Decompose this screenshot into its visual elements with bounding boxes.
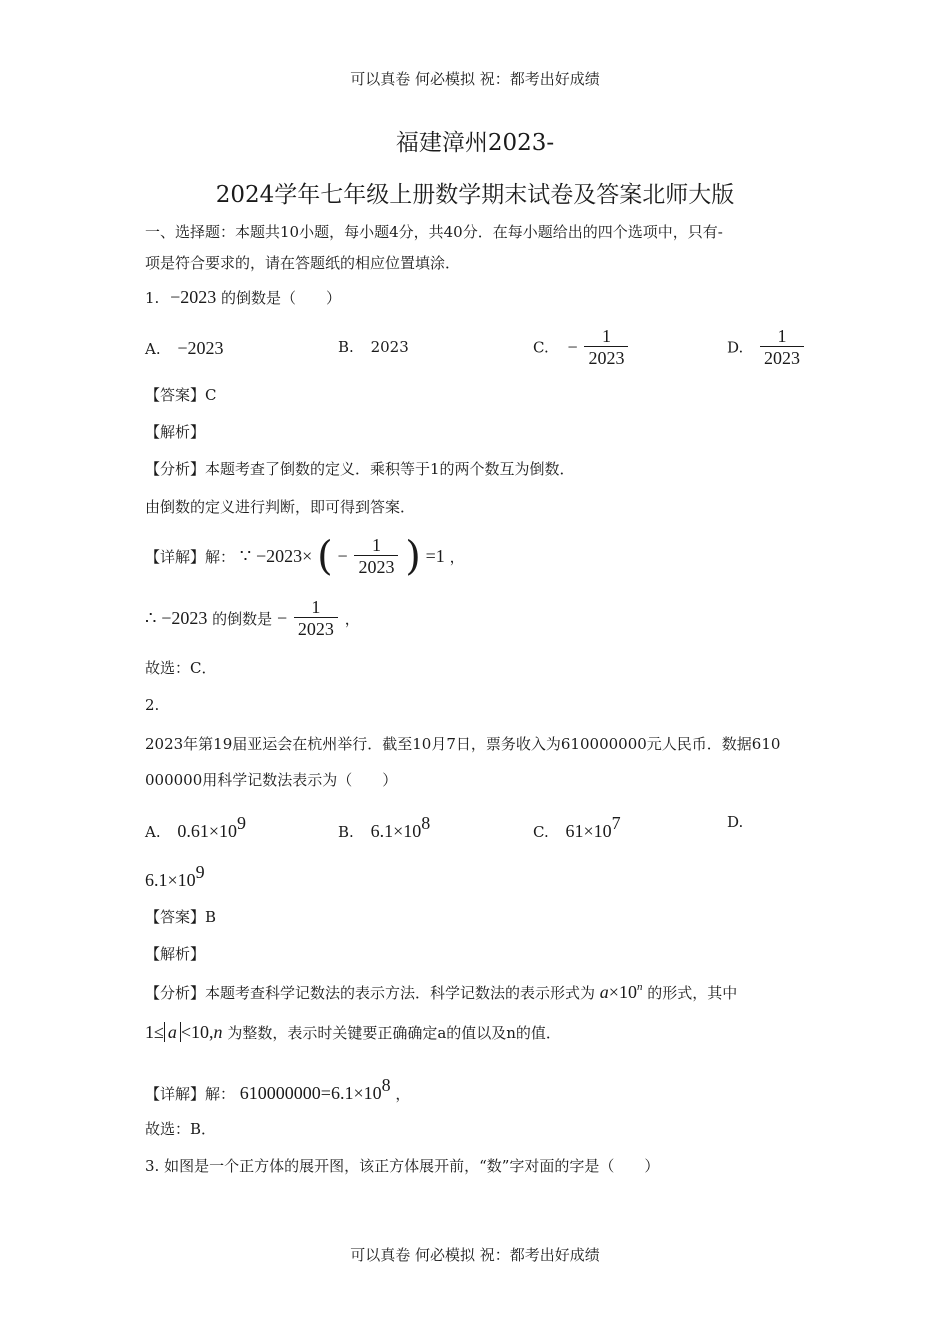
- fraction-numerator: 1: [371, 535, 381, 555]
- option-exponent: 8: [421, 813, 431, 833]
- q2-option-c: [533, 813, 621, 842]
- q2-analysis-title: 【解析】: [145, 945, 206, 963]
- option-value: 2023: [370, 338, 409, 356]
- q1-analysis-2: 由倒数的定义进行判断，即可得到答案．: [145, 498, 416, 516]
- q2-number: 2.: [145, 696, 160, 714]
- q1-choose: 故选：C．: [145, 659, 217, 677]
- q1-option-d: [727, 326, 806, 369]
- detail-exponent: 8: [381, 1075, 391, 1095]
- option-exponent: 9: [237, 813, 247, 833]
- punctuation: ，: [449, 548, 465, 566]
- fraction: [354, 535, 398, 578]
- section1-instruction-2: 项是符合要求的，请在答题纸的相应位置填涂．: [145, 254, 461, 272]
- option-base: 6.1×10: [370, 821, 422, 841]
- fraction-numerator: 1: [311, 597, 321, 617]
- punctuation: ，: [395, 1085, 411, 1103]
- formula-exponent: n: [636, 981, 643, 993]
- option-value: −2023: [177, 338, 224, 358]
- fraction-numerator: 1: [601, 326, 611, 346]
- fraction-denominator: 2023: [294, 617, 338, 640]
- fraction: [584, 326, 628, 369]
- condition-pre: 1≤: [145, 1022, 164, 1042]
- q1-therefore: [145, 597, 360, 640]
- page-header: 可以真卷 何必模拟 祝：都考出好成绩: [350, 70, 600, 88]
- fraction-denominator: 2023: [584, 346, 628, 369]
- option-base: 61×10: [565, 821, 612, 841]
- option-label: B.: [338, 823, 354, 841]
- option-label: A.: [145, 823, 161, 841]
- analysis-text: 的形式，其中: [647, 984, 738, 1002]
- option-base: 0.61×10: [177, 821, 238, 841]
- option-label: B.: [338, 338, 354, 356]
- q2-answer: 【答案】B: [145, 908, 217, 926]
- analysis-text: 【分析】本题考查科学记数法的表示方法．科学记数法的表示形式为: [145, 984, 596, 1002]
- q1-option-a: [145, 338, 224, 359]
- q2-option-a: [145, 813, 246, 842]
- q2-analysis-2: [145, 1022, 561, 1043]
- q1-detail: [145, 535, 465, 578]
- q2-option-d-label: D.: [727, 813, 744, 831]
- q2-choose: 故选：B．: [145, 1120, 217, 1138]
- option-label: A.: [145, 340, 161, 358]
- q2-stem-1: 2023年第19届亚运会在杭州举行．截至10月7日，票务收入为610000000元人民币．数据610: [145, 735, 781, 753]
- option-base: 6.1×10: [145, 870, 196, 890]
- option-label: C.: [533, 823, 549, 841]
- therefore-symbol: ∴: [145, 608, 157, 628]
- q1-option-c: [533, 326, 630, 369]
- title-line-1: 福建漳州2023-: [395, 130, 555, 156]
- q1-analysis-1: 【分析】本题考查了倒数的定义．乘积等于1的两个数互为倒数．: [145, 460, 575, 478]
- q1-stem-text: 的倒数是（ ）: [221, 289, 342, 307]
- analysis-text: 为整数，表示时关键要正确确定a的值以及n的值．: [227, 1024, 561, 1042]
- formula-a: a: [599, 982, 609, 1002]
- condition-post: <10,: [180, 1022, 214, 1042]
- q2-stem-2: 000000用科学记数法表示为（ ）: [145, 771, 398, 789]
- left-paren: (: [317, 533, 333, 580]
- detail-lhs: −2023×: [256, 546, 313, 566]
- page-footer: 可以真卷 何必模拟 祝：都考出好成绩: [350, 1246, 600, 1264]
- q1-option-b: [338, 338, 409, 356]
- q1-stem: [145, 287, 341, 308]
- q1-analysis-title: 【解析】: [145, 423, 206, 441]
- option-exponent: 9: [195, 862, 205, 882]
- fraction-denominator: 2023: [760, 346, 804, 369]
- detail-rhs: =1: [425, 546, 445, 566]
- detail-expr: 610000000=6.1×10: [239, 1083, 382, 1103]
- fraction-sign: −: [276, 608, 288, 628]
- q3-stem: 3. 如图是一个正方体的展开图，该正方体展开前，“数”字对面的字是（ ）: [145, 1157, 660, 1175]
- detail-label: 【详解】解：: [145, 1085, 236, 1103]
- fraction-numerator: 1: [777, 326, 787, 346]
- fraction-sign: −: [337, 546, 348, 566]
- q1-expr: −2023: [170, 287, 217, 307]
- fraction-sign: −: [567, 337, 578, 357]
- q1-answer: 【答案】C: [145, 386, 217, 404]
- q1-number: 1.: [145, 289, 160, 307]
- fraction: [760, 326, 804, 369]
- option-label: C.: [533, 338, 549, 357]
- section1-instruction-1: 一、选择题：本题共10小题，每小题4分，共40分．在每小题给出的四个选项中，只有-: [145, 223, 723, 241]
- punctuation: ，: [344, 610, 360, 628]
- q2-option-b: [338, 813, 430, 842]
- q2-option-d-value: [145, 862, 205, 891]
- fraction: [294, 597, 338, 640]
- because-symbol: ∵: [239, 546, 252, 566]
- therefore-expr: −2023: [161, 608, 208, 628]
- detail-label: 【详解】解：: [145, 548, 236, 566]
- option-exponent: 7: [611, 813, 621, 833]
- condition-n: n: [213, 1022, 223, 1042]
- absolute-value: a: [164, 1022, 181, 1042]
- q2-analysis-1: [145, 980, 737, 1003]
- title-line-2: 2024学年七年级上册数学期末试卷及答案北师大版: [215, 182, 735, 208]
- option-label: D.: [727, 338, 744, 357]
- right-paren: ): [405, 533, 421, 580]
- formula-base: ×10: [608, 982, 637, 1002]
- q2-detail: [145, 1075, 410, 1104]
- fraction-denominator: 2023: [354, 555, 398, 578]
- therefore-text: 的倒数是: [212, 610, 273, 628]
